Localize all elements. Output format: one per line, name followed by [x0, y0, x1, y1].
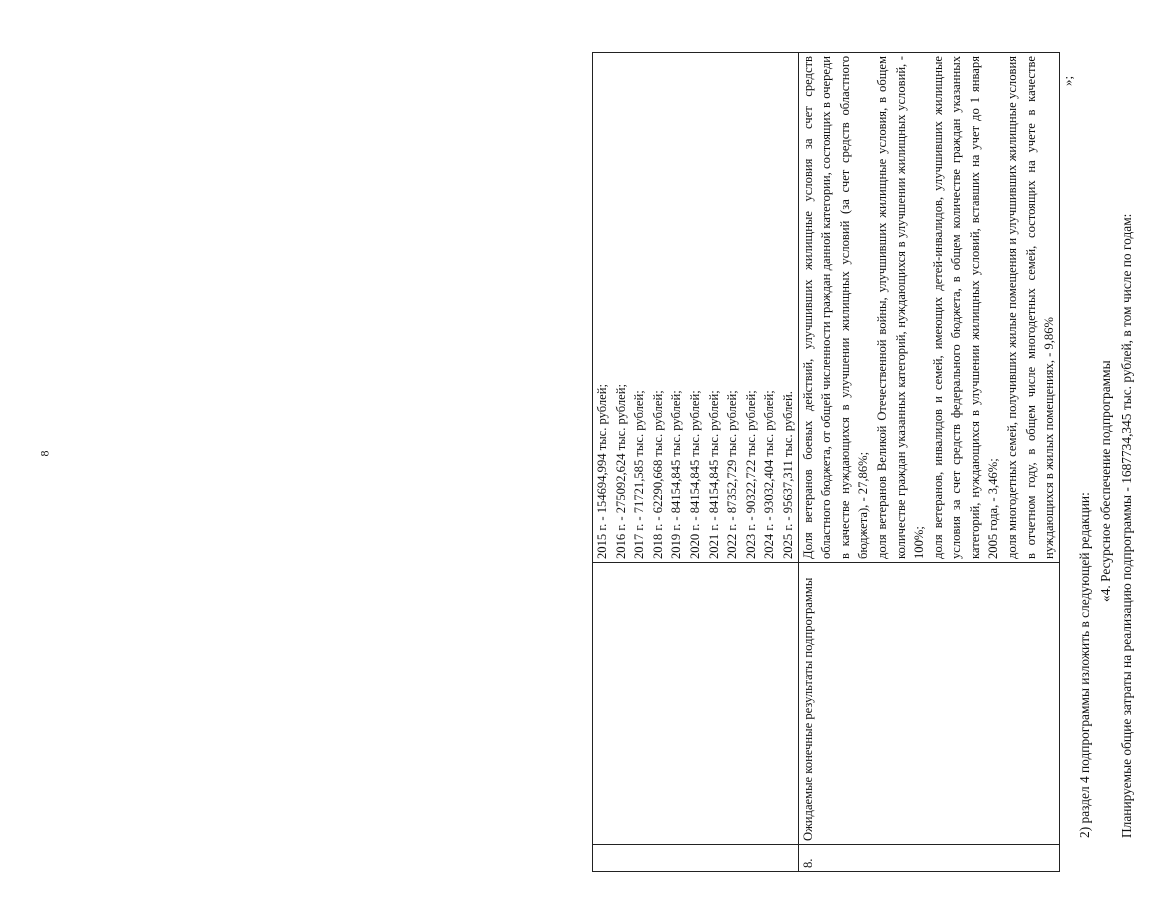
program-table — [592, 52, 1060, 872]
row-name: Ожидаемые конечные результаты подпрограммы — [798, 563, 1059, 845]
result-item: Доля ветеранов боевых действий, улучшивших жилищные условия за счет средств областного бюджета, от общей численности граждан данной категории, состоящих в очереди в качестве нуждающихся в улучшении жилищных условий (за счет средств областного бюджета), - 27,86%; — [800, 56, 871, 559]
funding-year-line: 2016 г. - 275092,624 тыс. рублей; — [613, 383, 628, 559]
funding-year-line: 2023 г. - 90322,722 тыс. рублей; — [743, 390, 758, 559]
funding-year-line: 2017 г. - 71721,585 тыс. рублей; — [632, 390, 647, 559]
funding-year-line: 2020 г. - 84154,845 тыс. рублей; — [687, 390, 702, 559]
quote-close: »; — [1060, 75, 1075, 86]
row-name-cell — [593, 563, 799, 845]
funding-year-line: 2025 г. - 95637,311 тыс. рублей. — [780, 391, 795, 559]
result-item: доля ветеранов Великой Отечественной войны, улучшивших жилищные условия, в общем количестве граждан указанных категорий, нуждающихся в улучшении жилищных условий, - 100%; — [874, 56, 927, 559]
funding-year-line: 2024 г. - 93032,404 тыс. рублей; — [762, 390, 777, 559]
section-heading: «4. Ресурсное обеспечение подпрограммы — [1098, 360, 1113, 602]
funding-year-line: 2022 г. - 87352,729 тыс. рублей; — [725, 390, 740, 559]
table-row-funding — [593, 53, 799, 872]
row-number-cell — [593, 845, 799, 872]
table-row-results — [798, 53, 1059, 872]
result-item: доля ветеранов, инвалидов и семей, имеющих детей-инвалидов, улучшивших жилищные условия за счет средств федерального бюджета, в общем количестве граждан указанных категорий, нуждающихся в улучшении жилищных условий, вставших на учет до 1 января 2005 года, - 3,46%; — [930, 56, 1001, 559]
paragraph-planned-costs: Планируемые общие затраты на реализацию подпрограммы - 1687734,345 тыс. рублей, в том числе по годам: — [1119, 213, 1134, 838]
funding-year-line: 2019 г. - 84154,845 тыс. рублей; — [669, 390, 684, 559]
results-cell — [798, 53, 1059, 563]
row-number: 8. — [798, 845, 1059, 872]
page-number: 8 — [37, 450, 52, 457]
result-item: доля многодетных семей, получивших жилые помещения и улучшивших жилищные условия в отчетном году, в общем числе многодетных семей, состоящих на учете в качестве нуждающихся в жилых помещениях, - 9,86% — [1005, 56, 1057, 559]
body-text — [1074, 52, 1137, 872]
paragraph-section-edit: 2) раздел 4 подпрограммы изложить в следующей редакции: — [1077, 492, 1092, 838]
funding-year-line: 2018 г. - 62290,668 тыс. рублей; — [650, 390, 665, 559]
funding-year-line: 2015 г. - 154694,994 тыс. рублей; — [595, 383, 609, 559]
funding-year-line: 2021 г. - 84154,845 тыс. рублей; — [706, 390, 721, 559]
rotated-content — [592, 52, 1152, 872]
funding-years-cell — [593, 53, 799, 563]
